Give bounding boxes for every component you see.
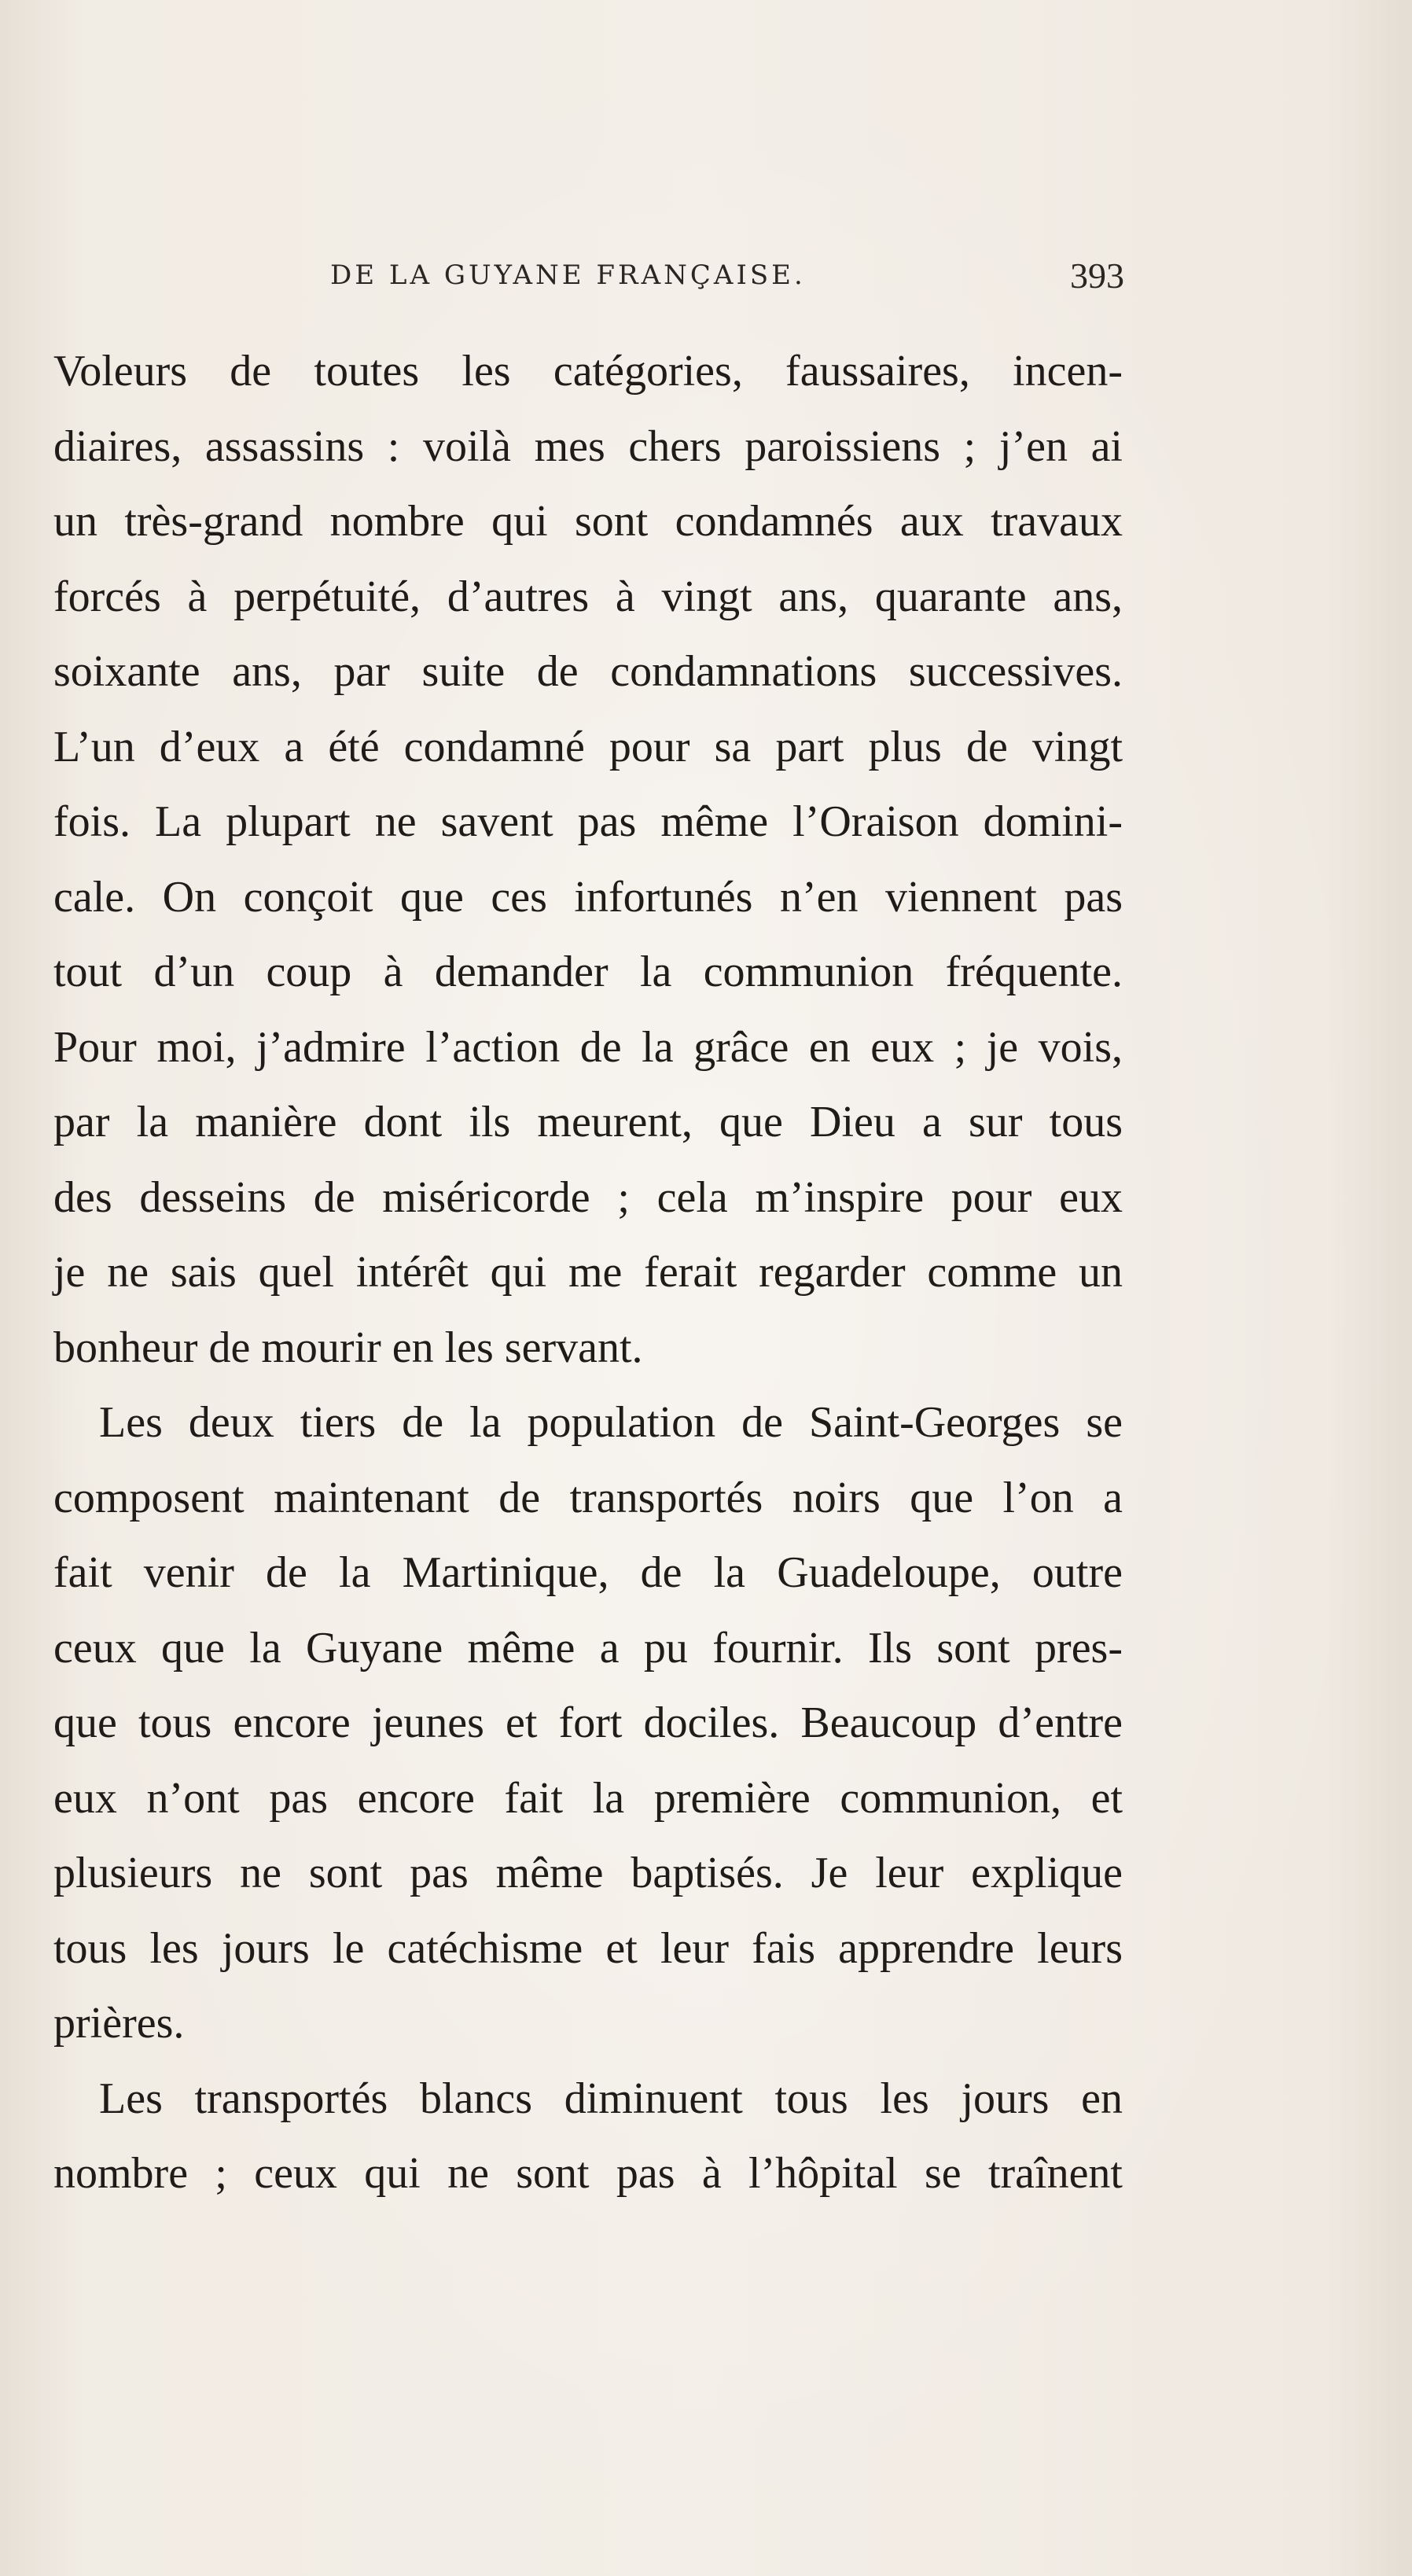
text-line: un très-grand nombre qui sont condamnés aux travaux — [53, 497, 1123, 546]
text-line: fois. La plupart ne savent pas même l’Oraison domini- — [53, 797, 1123, 846]
text-line: Pour moi, j’admire l’action de la grâce en eux ; je vois, — [53, 1022, 1123, 1072]
text-line: je ne sais quel intérêt qui me ferait regarder comme un — [53, 1248, 1123, 1297]
body-text — [53, 334, 1123, 2212]
text-line: Les transportés blancs diminuent tous les jours en — [99, 2074, 1123, 2123]
text-line: Les deux tiers de la population de Saint-Georges se — [99, 1398, 1123, 1447]
text-line: forcés à perpétuité, d’autres à vingt ans, quarante ans, — [53, 572, 1123, 621]
text-line: L’un d’eux a été condamné pour sa part plus de vingt — [53, 722, 1123, 771]
page-header — [330, 256, 1124, 307]
text-line: composent maintenant de transportés noirs que l’on a — [53, 1473, 1123, 1522]
text-line: que tous encore jeunes et fort dociles. Beaucoup d’entre — [53, 1698, 1123, 1747]
text-line: cale. On conçoit que ces infortunés n’en viennent pas — [53, 872, 1123, 922]
running-title: DE LA GUYANE FRANÇAISE. — [330, 259, 806, 291]
text-line: bonheur de mourir en les servant. — [53, 1323, 643, 1372]
text-line: tout d’un coup à demander la communion fréquente. — [53, 948, 1123, 996]
text-line: soixante ans, par suite de condamnations successives. — [53, 647, 1123, 696]
page-number: 393 — [1070, 256, 1124, 296]
text-line: tous les jours le catéchisme et leur fais apprendre leurs — [53, 1923, 1123, 1973]
text-line: plusieurs ne sont pas même baptisés. Je leur explique — [53, 1849, 1123, 1897]
text-line: prières. — [53, 1999, 185, 2048]
text-line: eux n’ont pas encore fait la première communion, et — [53, 1773, 1123, 1823]
text-line: fait venir de la Martinique, de la Guadeloupe, outre — [53, 1548, 1123, 1597]
text-line: Voleurs de toutes les catégories, faussaires, incen- — [53, 347, 1123, 396]
text-line: par la manière dont ils meurent, que Dieu a sur tous — [53, 1098, 1123, 1146]
text-line: nombre ; ceux qui ne sont pas à l’hôpital se traînent — [53, 2149, 1123, 2198]
text-line: ceux que la Guyane même a pu fournir. Ils sont pres- — [53, 1623, 1123, 1673]
text-line: des desseins de miséricorde ; cela m’inspire pour eux — [53, 1172, 1123, 1222]
text-line: diaires, assassins : voilà mes chers paroissiens ; j’en ai — [53, 421, 1123, 471]
